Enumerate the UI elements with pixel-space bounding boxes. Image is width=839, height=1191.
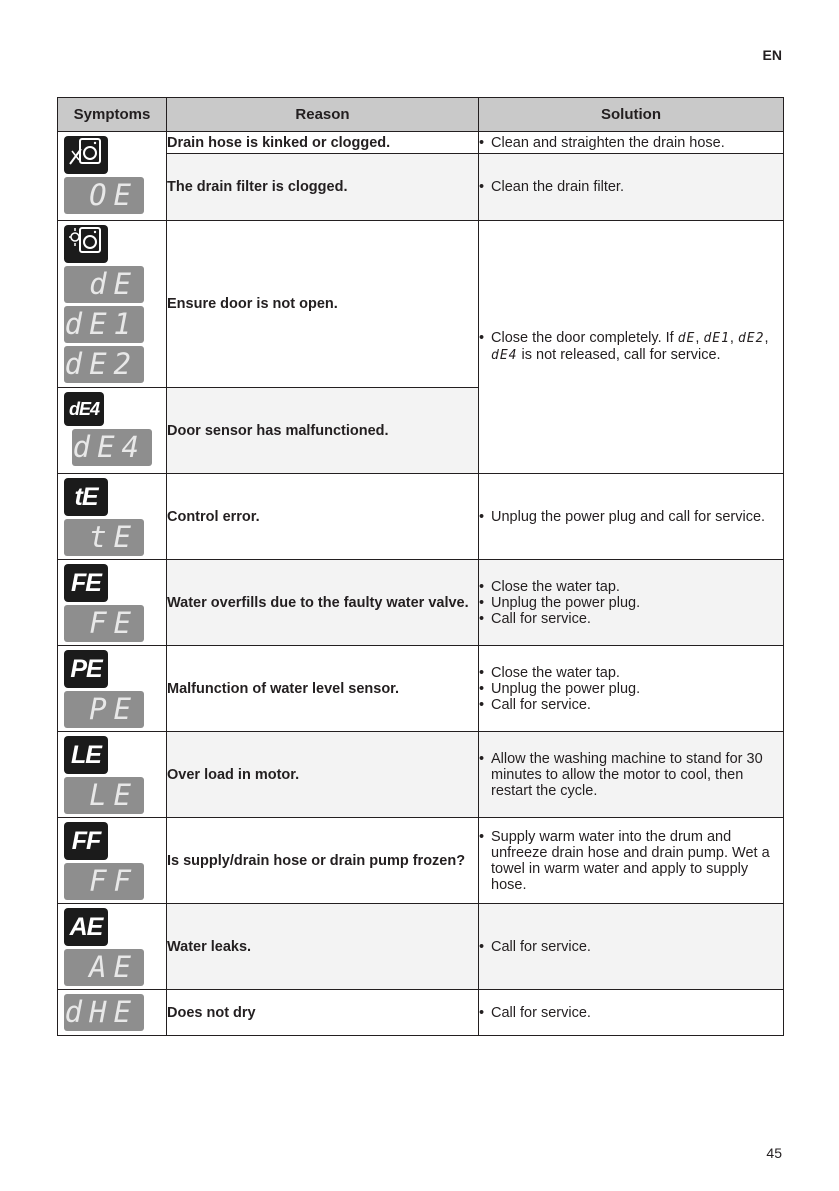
header-symptoms: Symptoms — [58, 98, 167, 132]
table-row — [58, 154, 784, 221]
solution-item: • Close the water tap. — [479, 665, 783, 681]
reason-cell: Water leaks. — [167, 904, 479, 990]
symptom-dhe — [58, 990, 167, 1036]
reason-cell: Malfunction of water level sensor. — [167, 646, 479, 732]
solution-item: • Supply warm water into the drum and unfreeze drain hose and drain pump. Wet a towel in warm water and apply to supply hose. — [479, 829, 783, 893]
solution-item: • Close the door completely. If dE, dE1, dE2, dE4 is not released, call for service. — [479, 330, 783, 364]
solution-item: • Allow the washing machine to stand for 30 minutes to allow the motor to cool, then restart the cycle. — [479, 751, 783, 799]
reason-cell: Does not dry — [167, 990, 479, 1036]
ff-display: FF — [64, 863, 144, 900]
reason-cell: Is supply/drain hose or drain pump frozen? — [167, 818, 479, 904]
solution-item: • Call for service. — [479, 611, 783, 627]
header-solution: Solution — [479, 98, 784, 132]
table-row — [58, 132, 784, 154]
de4-icon: dE4 — [64, 392, 104, 426]
solution-cell — [479, 990, 784, 1036]
fe-icon: FE — [64, 564, 108, 602]
solution-item: • Call for service. — [479, 939, 783, 955]
solution-cell — [479, 560, 784, 646]
solution-cell — [479, 154, 784, 221]
symptom-de — [58, 221, 167, 388]
de-display: dE — [64, 266, 144, 303]
table-row — [58, 474, 784, 560]
solution-cell — [479, 818, 784, 904]
solution-item: • Unplug the power plug. — [479, 595, 783, 611]
solution-item: • Call for service. — [479, 697, 783, 713]
reason-cell: The drain filter is clogged. — [167, 154, 479, 221]
symptom-le — [58, 732, 167, 818]
symptom-te — [58, 474, 167, 560]
language-label: EN — [762, 47, 782, 63]
symptom-ae — [58, 904, 167, 990]
reason-cell: Door sensor has malfunctioned. — [167, 388, 479, 474]
ae-icon: AE — [64, 908, 108, 946]
page-number: 45 — [766, 1145, 782, 1161]
reason-cell: Ensure door is not open. — [167, 221, 479, 388]
solution-item: • Call for service. — [479, 1005, 783, 1021]
le-display: LE — [64, 777, 144, 814]
door-solution-cell — [479, 221, 784, 474]
table-row — [58, 990, 784, 1036]
le-icon: LE — [64, 736, 108, 774]
symptom-fe — [58, 560, 167, 646]
table-row — [58, 646, 784, 732]
solution-cell — [479, 132, 784, 154]
header-reason: Reason — [167, 98, 479, 132]
dhe-display: dHE — [64, 994, 144, 1031]
reason-cell: Water overfills due to the faulty water valve. — [167, 560, 479, 646]
ff-icon: FF — [64, 822, 108, 860]
symptom-pe — [58, 646, 167, 732]
te-icon: tE — [64, 478, 108, 516]
table-row — [58, 818, 784, 904]
solution-cell — [479, 646, 784, 732]
table-row — [58, 221, 784, 388]
solution-cell — [479, 904, 784, 990]
solution-item: • Clean and straighten the drain hose. — [479, 135, 783, 151]
table-header-row — [58, 98, 784, 132]
symptom-oe — [58, 132, 167, 221]
de2-display: dE2 — [64, 346, 144, 383]
te-display: tE — [64, 519, 144, 556]
table-row — [58, 560, 784, 646]
symptom-de4 — [58, 388, 167, 474]
reason-cell: Over load in motor. — [167, 732, 479, 818]
solution-cell — [479, 474, 784, 560]
table-row — [58, 904, 784, 990]
fe-display: FE — [64, 605, 144, 642]
solution-item: • Unplug the power plug and call for service. — [479, 509, 783, 525]
pe-display: PE — [64, 691, 144, 728]
solution-item: • Clean the drain filter. — [479, 179, 783, 195]
de1-display: dE1 — [64, 306, 144, 343]
de4-display: dE4 — [72, 429, 152, 466]
table-row — [58, 732, 784, 818]
ae-display: AE — [64, 949, 144, 986]
reason-cell: Drain hose is kinked or clogged. — [167, 132, 479, 154]
troubleshooting-table — [57, 97, 784, 1036]
symptom-ff — [58, 818, 167, 904]
solution-cell — [479, 732, 784, 818]
solution-item: • Unplug the power plug. — [479, 681, 783, 697]
solution-item: • Close the water tap. — [479, 579, 783, 595]
drain-error-icon — [64, 136, 108, 174]
pe-icon: PE — [64, 650, 108, 688]
oe-display: OE — [64, 177, 144, 214]
reason-cell: Control error. — [167, 474, 479, 560]
door-open-icon — [64, 225, 108, 263]
